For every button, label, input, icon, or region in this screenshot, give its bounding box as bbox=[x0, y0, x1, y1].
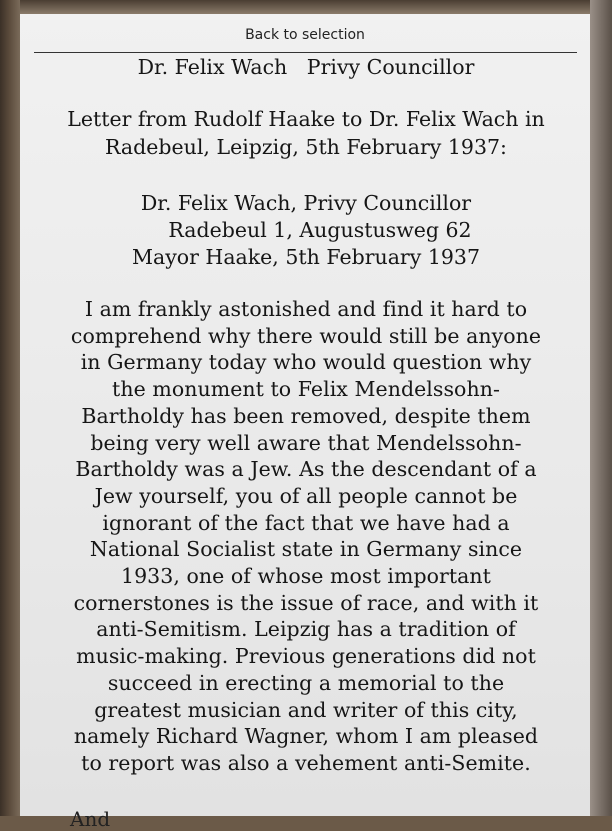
letter-address-block bbox=[36, 190, 576, 271]
screen-frame-top bbox=[0, 0, 612, 14]
body-line: comprehend why there would still be anyone bbox=[70, 323, 542, 348]
body-line: Bartholdy has been removed, despite them bbox=[81, 403, 531, 428]
screen-frame-right bbox=[590, 0, 612, 816]
display-screen bbox=[20, 14, 590, 831]
body-line: being very well aware that Mendelssohn- bbox=[90, 430, 522, 455]
body-line: to report was also a vehement anti-Semite. bbox=[81, 750, 531, 775]
body-line: ignorant of the fact that we have had a bbox=[102, 510, 510, 535]
body-line: namely Richard Wagner, whom I am pleased bbox=[73, 724, 539, 749]
body-line: I am frankly astonished and find it hard to bbox=[84, 297, 528, 321]
body-line: 1933, one of whose most important bbox=[121, 564, 491, 589]
body-line: Bartholdy was a Jew. As the descendant of a bbox=[75, 457, 537, 482]
letter-content[interactable] bbox=[36, 54, 576, 777]
body-line: cornerstones is the issue of race, and with it bbox=[73, 590, 539, 615]
body-line: greatest musician and writer of this city, bbox=[94, 697, 518, 722]
cut-off-line: And bbox=[70, 807, 111, 831]
back-to-selection-link[interactable]: Back to selection bbox=[245, 27, 365, 43]
body-line: music-making. Previous generations did not bbox=[76, 644, 536, 669]
address-line: Mayor Haake, 5th February 1937 bbox=[131, 245, 480, 269]
body-line: anti-Semitism. Leipzig has a tradition of bbox=[96, 617, 516, 642]
screen-frame-left bbox=[0, 0, 20, 816]
header-divider bbox=[34, 52, 577, 53]
address-line: Dr. Felix Wach, Privy Councillor bbox=[140, 191, 472, 215]
address-line: Radebeul 1, Augustusweg 62 bbox=[168, 218, 472, 242]
intro-line: Letter from Rudolf Haake to Dr. Felix Wach in bbox=[67, 107, 545, 131]
intro-line: Radebeul, Leipzig, 5th February 1937: bbox=[105, 135, 507, 159]
letter-heading: Dr. Felix Wach Privy Councillor bbox=[137, 55, 475, 79]
body-line: in Germany today who would question why bbox=[80, 350, 532, 375]
letter-body bbox=[36, 296, 576, 777]
body-line: National Socialist state in Germany since bbox=[89, 537, 523, 562]
body-line: succeed in erecting a memorial to the bbox=[107, 670, 505, 695]
body-line: Jew yourself, you of all people cannot be bbox=[94, 483, 518, 508]
body-line: the monument to Felix Mendelssohn- bbox=[112, 377, 500, 402]
letter-intro bbox=[36, 105, 576, 161]
